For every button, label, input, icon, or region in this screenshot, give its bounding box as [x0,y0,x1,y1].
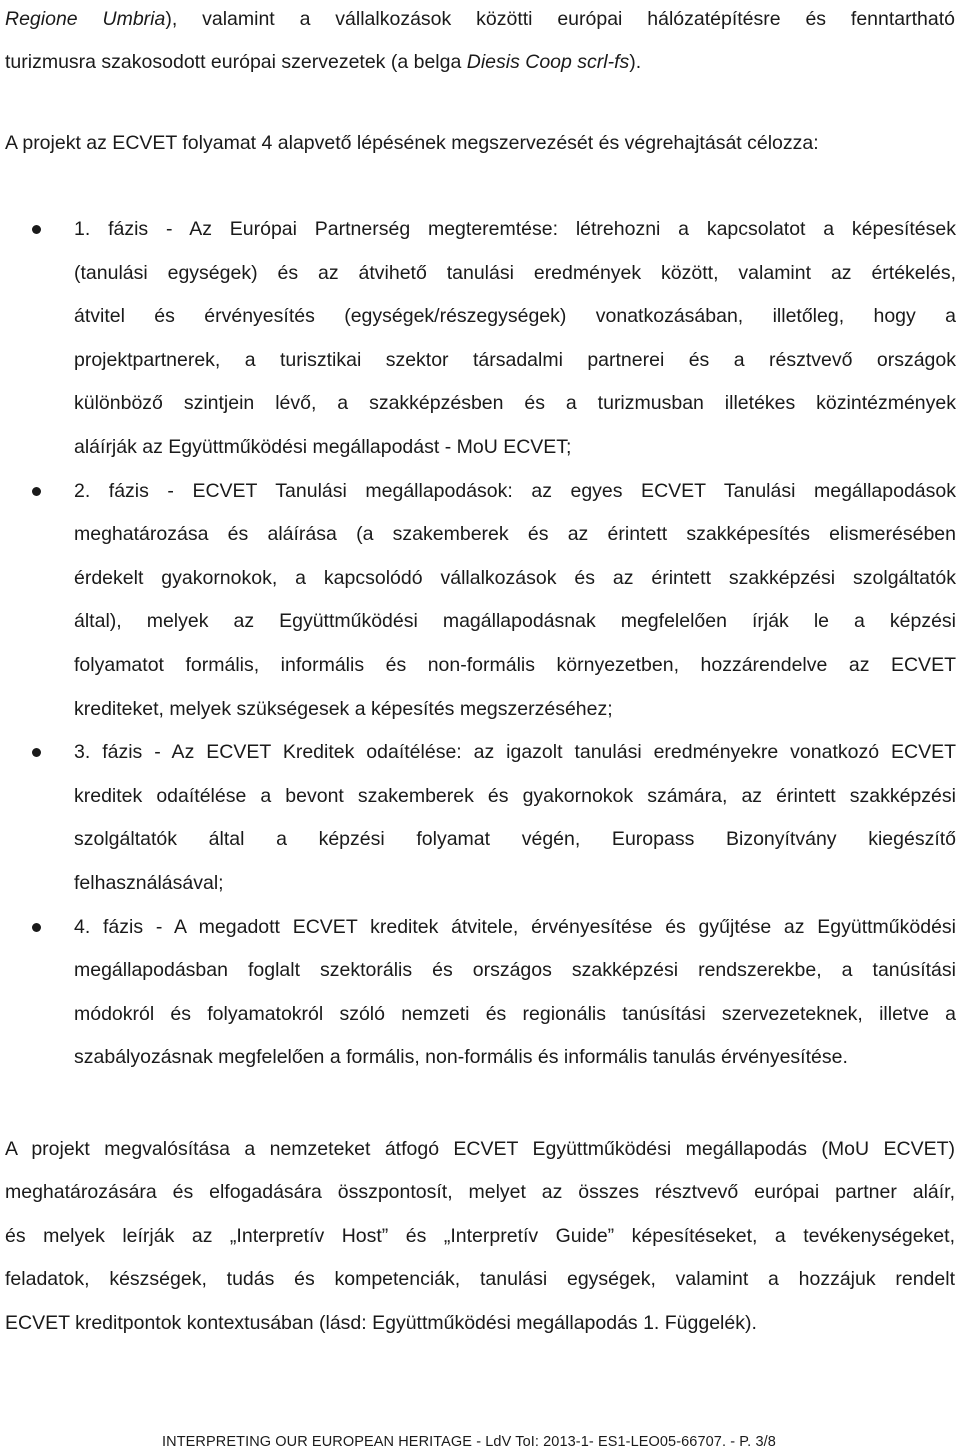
bullet-icon [32,748,41,757]
phase-line: által), melyek az Együttműködési magállapodásnak megfelelően írják le a képzési [74,610,956,633]
conclusion-paragraph [5,1128,955,1345]
intro-line-1 [5,0,955,41]
phase-line: kreditek odaítélése a bevont szakemberek és gyakornokok számára, az érintett szakképzési [74,784,956,807]
phase-line: 3. fázis - Az ECVET Kreditek odaítélése: az igazolt tanulási eredményekre vonatkozó ECVET [74,741,956,764]
phase-line: szolgáltatók által a képzési folyamat végén, Europass Bizonyítvány kiegészítő [74,828,956,851]
conclusion-line: és melyek leírják az „Interpretív Host” és „Interpretív Guide” képesítéseket, a tevékenységeket, [5,1224,955,1247]
phase-line: 1. fázis - Az Európai Partnerség megteremtése: létrehozni a kapcsolatot a képesítések [74,218,956,240]
phase-line: átvitel és érvényesítés (egységek/részegységek) vonatkozásában, illetőleg, hogy a [74,305,956,328]
phase-line: szabályozásnak megfelelően a formális, non-formális és informális tanulás érvényesítése. [74,1046,848,1069]
intro-goal-sentence [5,122,955,165]
intro-region-name: Regione Umbria [5,8,166,30]
phase-line: felhasználásával; [74,871,224,894]
intro-line-2 [5,41,955,84]
bullet-icon [32,225,41,234]
phase-list [0,208,960,1080]
conclusion-line: ECVET kreditpontok kontextusában (lásd: Együttműködési megállapodás 1. Függelék). [5,1311,757,1334]
phase-line: módokról és folyamatokról szóló nemzeti és regionális tanúsítási szervezeteknek, illetve a [74,1002,956,1025]
phase-line: projektpartnerek, a turisztikai szektor társadalmi partnerei és a résztvevő országok [74,348,956,371]
conclusion-line: meghatározására és elfogadására összpontosít, melyet az összes résztvevő európai partner aláír, [5,1181,955,1204]
phase-item [0,731,956,905]
phase-item [0,906,956,1080]
intro-line-3: A projekt az ECVET folyamat 4 alapvető lépésének megszervezését és végrehajtását célozza: [5,132,819,154]
conclusion-line: A projekt megvalósítása a nemzeteket átfogó ECVET Együttműködési megállapodás (MoU ECVET) [5,1138,955,1160]
phase-line: 4. fázis - A megadott ECVET kreditek átvitele, érvényesítése és gyűjtése az Együttműködési [74,915,956,938]
phase-line: (tanulási egységek) és az átvihető tanulási eredmények között, valamint az értékelés, [74,261,956,284]
phase-line: 2. fázis - ECVET Tanulási megállapodások: az egyes ECVET Tanulási megállapodások [74,479,956,502]
bullet-icon [32,923,41,932]
intro-org-name: Diesis Coop scrl-fs [466,51,630,73]
phase-line: meghatározása és aláírása (a szakemberek és az érintett szakképesítés elismerésében [74,523,956,546]
phase-line: érdekelt gyakornokok, a kapcsolódó vállalkozások és az érintett szakképzési szolgáltatók [74,566,956,589]
intro-line-2-start: turizmusra szakosodott európai szervezetek (a belga [5,51,467,73]
phase-line: aláírják az Együttműködési megállapodást - MoU ECVET; [74,435,572,458]
intro-line-2-end: ). [629,51,642,73]
conclusion-line: feladatok, készségek, tudás és kompetenciák, tanulási egységek, valamint a hozzájuk rendelt [5,1268,955,1291]
phase-line: különböző szintjein lévő, a szakképzésben és a turizmusban illetékes közintézmények [74,392,956,415]
phase-item [0,470,956,732]
phase-line: folyamatot formális, informális és non-formális környezetben, hozzárendelve az ECVET [74,653,956,676]
phase-line: megállapodásban foglalt szektorális és országos szakképzési rendszerekbe, a tanúsítási [74,959,956,982]
intro-line-1-rest: ), valamint a vállalkozások közötti európai hálózatépítésre és fenntartható [165,8,955,30]
phase-item [0,208,956,470]
intro-paragraph [5,0,955,84]
page-footer: INTERPRETING OUR EUROPEAN HERITAGE - LdV ToI: 2013-1- ES1-LEO05-66707. - P. 3/8 [162,1434,776,1450]
bullet-icon [32,487,41,496]
phase-line: krediteket, melyek szükségesek a képesítés megszerzéséhez; [74,697,613,720]
